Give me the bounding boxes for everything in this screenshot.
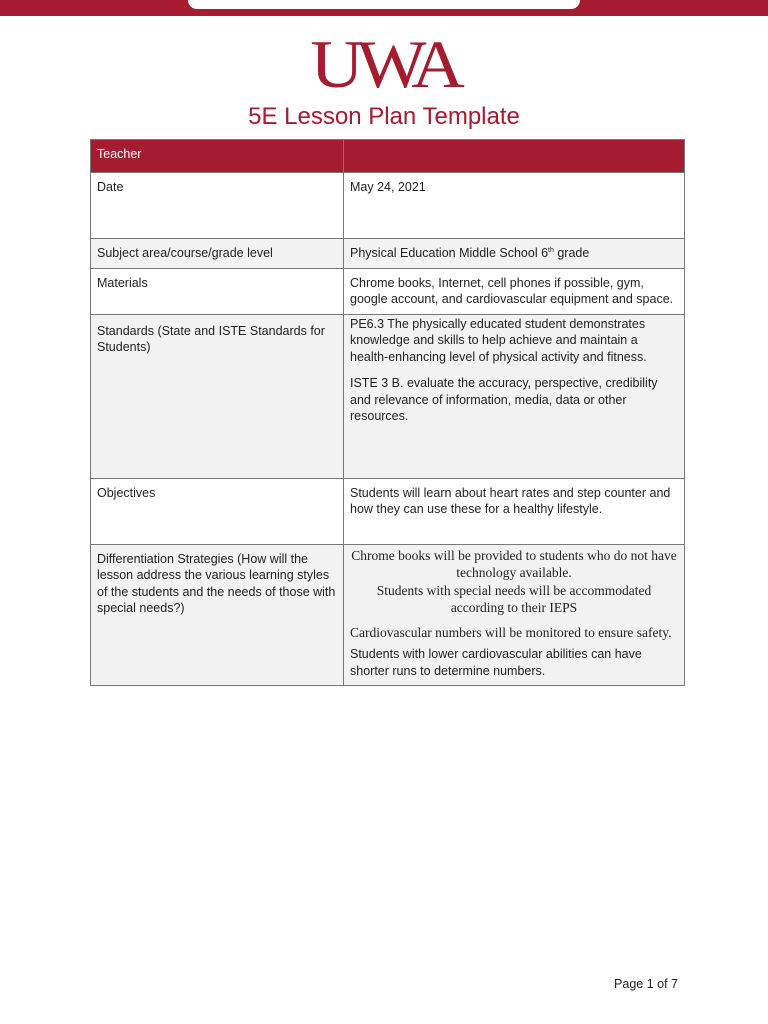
standard-iste: ISTE 3 B. evaluate the accuracy, perspective, credibility and relevance of information, media, data or other resources. bbox=[350, 376, 658, 423]
teacher-value bbox=[344, 140, 685, 173]
strategy-shorter-runs: Students with lower cardiovascular abilities can have shorter runs to determine numbers. bbox=[350, 647, 642, 678]
row-value bbox=[344, 173, 685, 239]
row-label: Materials bbox=[91, 268, 344, 314]
row-value bbox=[344, 544, 685, 686]
table-row-date bbox=[91, 173, 685, 239]
row-label: Date bbox=[91, 173, 344, 239]
table-row-standards bbox=[91, 314, 685, 478]
strategy-ieps: Students with special needs will be accommodated according to their IEPS bbox=[376, 582, 652, 615]
page-number: Page 1 of 7 bbox=[614, 977, 678, 991]
row-value bbox=[344, 239, 685, 269]
header-tab bbox=[188, 0, 580, 9]
teacher-label: Teacher bbox=[91, 140, 344, 173]
table-row-differentiation bbox=[91, 544, 685, 686]
row-value bbox=[344, 268, 685, 314]
strategy-chromebooks: Chrome books will be provided to students who do not have technology available. bbox=[351, 547, 677, 580]
lesson-plan-table bbox=[90, 139, 685, 686]
grade-superscript: th bbox=[548, 246, 554, 254]
date-value: May 24, 2021 bbox=[350, 180, 426, 194]
uwa-logo: UWA bbox=[310, 27, 458, 103]
standard-pe: PE6.3 The physically educated student demonstrates knowledge and skills to help achieve and maintain a health-enhancing level of physical activity and fitness. bbox=[350, 316, 647, 364]
table-header-row bbox=[91, 140, 685, 173]
strategy-monitoring: Cardiovascular numbers will be monitored to ensure safety. bbox=[350, 624, 672, 640]
row-label: Standards (State and ISTE Standards for Students) bbox=[91, 314, 344, 478]
table-row-subject bbox=[91, 239, 685, 269]
table-row-materials bbox=[91, 268, 685, 314]
table-row-objectives bbox=[91, 478, 685, 544]
row-label: Subject area/course/grade level bbox=[91, 239, 344, 269]
page-title: 5E Lesson Plan Template bbox=[248, 103, 520, 130]
row-value bbox=[344, 478, 685, 544]
subject-value-tail: grade bbox=[553, 246, 590, 260]
materials-value: Chrome books, Internet, cell phones if possible, gym, google account, and cardiovascular equipment and space. bbox=[350, 275, 674, 306]
subject-value: Physical Education Middle School 6 bbox=[350, 246, 549, 260]
objectives-value: Students will learn about heart rates and step counter and how they can use these for a healthy lifestyle. bbox=[350, 485, 671, 516]
row-value bbox=[344, 314, 685, 478]
row-label: Objectives bbox=[91, 478, 344, 544]
row-label: Differentiation Strategies (How will the lesson address the various learning styles of the students and the needs of those with special needs?) bbox=[91, 544, 344, 686]
